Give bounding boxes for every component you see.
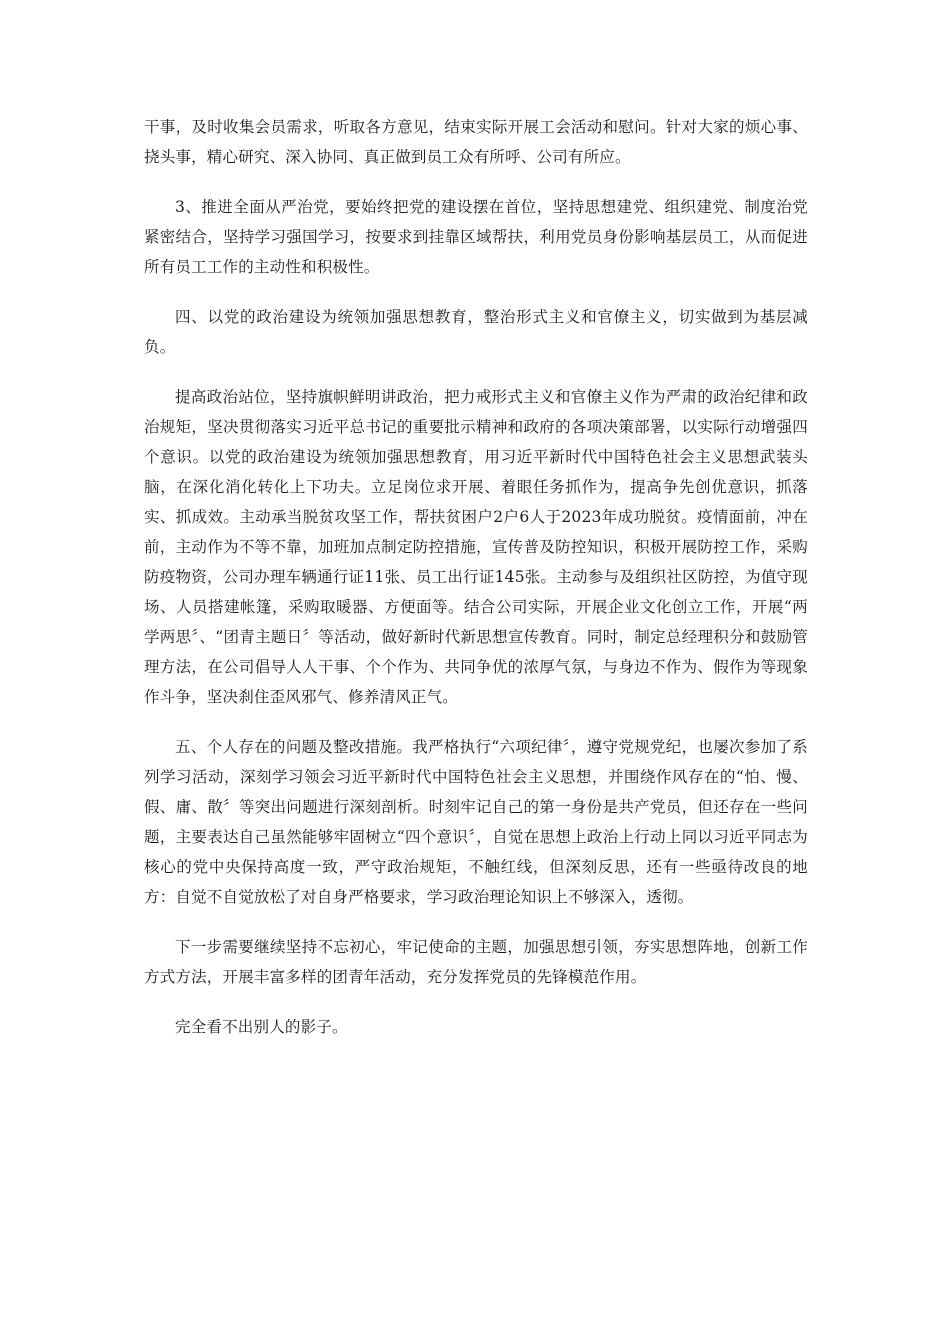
paragraph-section-four-heading: 四、以党的政治建设为统领加强思想教育，整治形式主义和官僚主义，切实做到为基层减负。 — [144, 308, 808, 356]
paragraph-closing: 完全看不出别人的影子。 — [175, 1018, 348, 1036]
paragraph-party-building: 3、推进全面从严治党，要始终把党的建设摆在首位，坚持思想建党、组织建党、制度治党紧密结合，坚持学习强国学习，按要求到挂靠区域帮扶，利用党员身份影响基层员工，从而促进所有员工工作的主动性和积极性。 — [144, 198, 808, 276]
paragraph-continuation: 干事，及时收集会员需求，听取各方意见，结束实际开展工会活动和慰问。针对大家的烦心事、挠头事，精心研究、深入协同、真正做到员工众有所呼、公司有所应。 — [144, 118, 808, 166]
paragraph-political-stance: 提高政治站位，坚持旗帜鲜明讲政治，把力戒形式主义和官僚主义作为严肃的政治纪律和政治规矩，坚决贯彻落实习近平总书记的重要批示精神和政府的各项决策部署，以实际行动增强四个意识。以党的政治建设为统领加强思想教育，用习近平新时代中国特色社会主义思想武装头脑，在深化消化转化上下功夫。立足岗位求开展、着眼任务抓作为，提高争先创优意识，抓落实、抓成效。主动承当脱贫攻坚工作，帮扶贫困户2户6人于2023年成功脱贫。疫情面前，冲在前，主动作为不等不靠，加班加点制定防控措施，宣传普及防控知识，积极开展防控工作，采购防疫物资，公司办理车辆通行证11张、员工出行证145张。主动参与及组织社区防控，为值守现场、人员搭建帐篷，采购取暖器、方便面等。结合公司实际，开展企业文化创立工作，开展“两学两思〞、“团青主题日〞等活动，做好新时代新思想宣传教育。同时，制定总经理积分和鼓励管理方法，在公司倡导人人干事、个个作为、共同争优的浓厚气氛，与身边不作为、假作为等现象作斗争，坚决刹住歪风邪气、修养清风正气。 — [144, 388, 808, 706]
paragraph-next-steps: 下一步需要继续坚持不忘初心，牢记使命的主题，加强思想引领，夯实思想阵地，创新工作方式方法，开展丰富多样的团青年活动，充分发挥党员的先锋模范作用。 — [144, 938, 808, 986]
paragraph-section-five-issues: 五、个人存在的问题及整改措施。我严格执行“六项纪律〞，遵守党规党纪，也屡次参加了系列学习活动，深刻学习领会习近平新时代中国特色社会主义思想，并围绕作风存在的“怕、慢、假、庸、散〞等突出问题进行深刻剖析。时刻牢记自己的第一身份是共产党员，但还存在一些问题，主要表达自己虽然能够牢固树立“四个意识〞，自觉在思想上政治上行动上同以习近平同志为核心的党中央保持高度一致，严守政治规矩，不触红线，但深刻反思，还有一些亟待改良的地方：自觉不自觉放松了对自身严格要求，学习政治理论知识上不够深入，透彻。 — [144, 738, 808, 906]
document-body — [144, 112, 808, 1042]
